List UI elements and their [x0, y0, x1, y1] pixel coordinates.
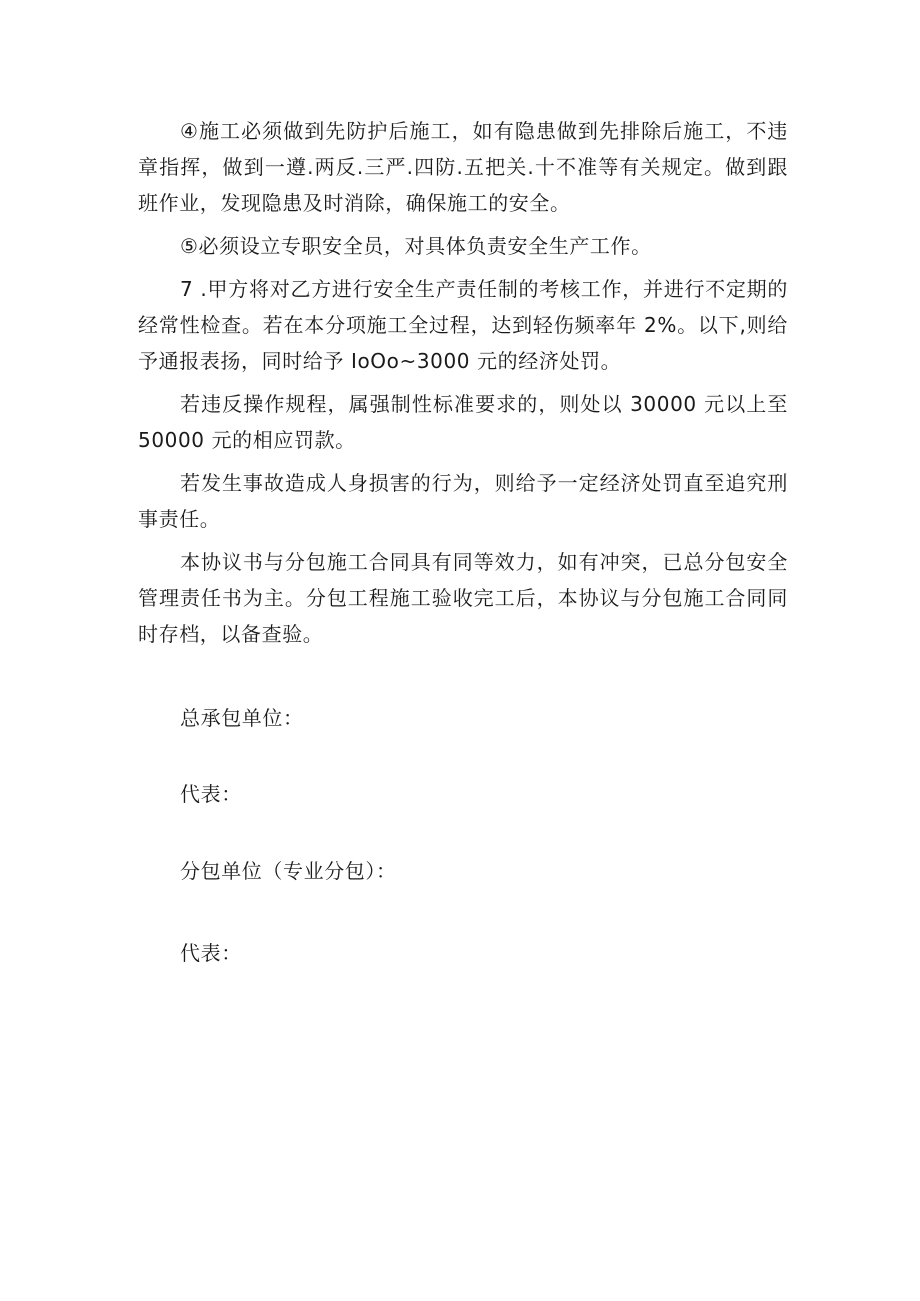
paragraph-safety-officer: ⑤必须设立专职安全员，对具体负责安全生产工作。: [180, 234, 652, 258]
paragraph-agreement-validity: 本协议书与分包施工合同具有同等效力，如有冲突，已总分包安全管理责任书为主。分包工程施工验收完工后，本协议与分包施工合同同时存档，以备查验。: [138, 550, 788, 646]
signature-subcontractor: 分包单位（专业分包）：: [180, 859, 397, 883]
paragraph-safety-construction: ④施工必须做到先防护后施工，如有隐患做到先排除后施工，不违章指挥，做到一遵.两反.三严.四防.五把关.十不准等有关规定。做到跟班作业，发现隐患及时消除，确保施工的安全。: [138, 119, 788, 215]
paragraph-assessment: 7 .甲方将对乙方进行安全生产责任制的考核工作，并进行不定期的经常性检查。若在本分项施工全过程，达到轻伤频率年 2%。以下,则给予通报表扬，同时给予 IoOo~3000 元的经济处罚。: [138, 277, 788, 373]
paragraph-accident-liability: 若发生事故造成人身损害的行为，则给予一定经济处罚直至追究刑事责任。: [138, 471, 788, 531]
signature-general-contractor: 总承包单位：: [180, 706, 304, 730]
document-body: [138, 113, 788, 659]
signature-representative-1: 代表：: [180, 782, 242, 806]
signature-representative-2: 代表：: [180, 941, 242, 965]
paragraph-penalty: 若违反操作规程，属强制性标准要求的，则处以 30000 元以上至 50000 元的相应罚款。: [138, 392, 788, 452]
